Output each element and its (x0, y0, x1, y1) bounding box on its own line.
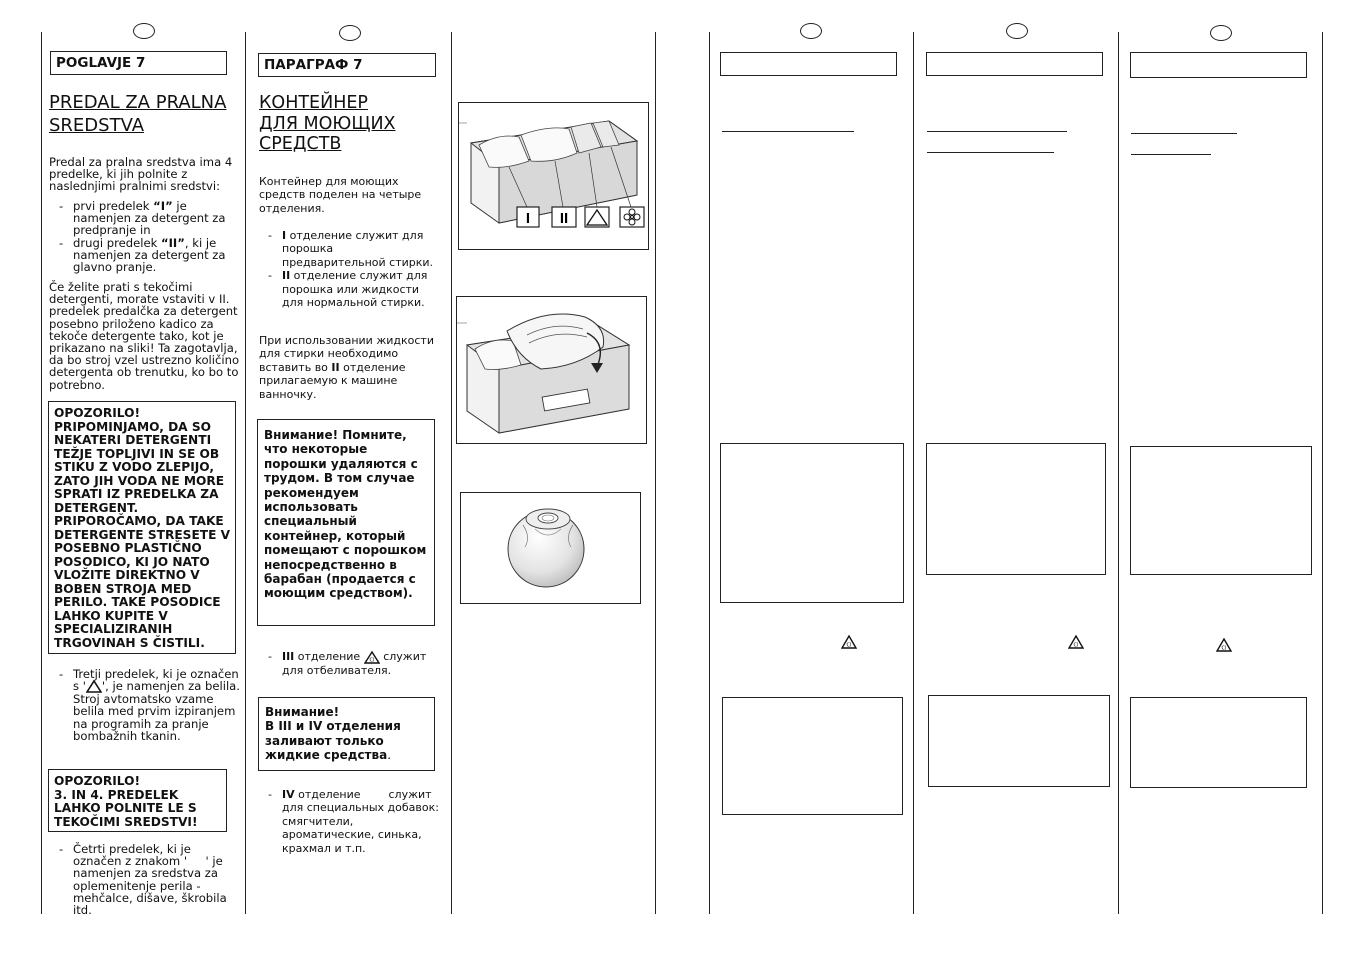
title-underline (1131, 133, 1237, 134)
intro-paragraph: Контейнер для моющих средств поделен на четыре отделения. (259, 175, 422, 215)
svg-text:Cl: Cl (369, 657, 375, 663)
title-line: СРЕДСТВ (259, 134, 342, 154)
language-oval-icon (1006, 23, 1028, 39)
compartment-list (49, 668, 241, 742)
list-item: - Četrti predelek, ki je označen z znakom ' ' je namenjen za sredstva za oplemenitenje perila - mehčalce, dišave, škrobila itd. (49, 843, 242, 916)
title-line: SREDSTVA (49, 115, 145, 136)
column-rule (451, 32, 452, 914)
warning-box: OPOZORILO! 3. IN 4. PREDELEK LAHKO POLNITE LE S TEKOČIMI SREDSTVI! (48, 769, 227, 832)
title-underline (927, 131, 1067, 132)
title-line: КОНТЕЙНЕР (259, 93, 368, 113)
language-oval-icon (1210, 25, 1232, 41)
compartment-list (49, 843, 242, 916)
compartment-list (258, 229, 440, 309)
chapter-header (50, 51, 227, 75)
list-item: - II отделение служит для порошка или жидкости для нормальной стирки. (258, 269, 440, 309)
list-item: - III отделение Cl служит для отбеливателя. (258, 650, 440, 677)
column-rule (913, 32, 914, 914)
dispenser-drawer-illustration (458, 102, 649, 250)
column-rule (1118, 32, 1119, 914)
svg-text:Cl: Cl (846, 642, 852, 649)
warning-box (928, 695, 1110, 787)
warning-box (926, 443, 1106, 575)
liquid-paragraph: Če želite prati s tekočimi detergenti, morate vstaviti v II. predelek predalčka za detergent posebno priloženo kadico za tekoče detergente tako, kot je prikazano na sliki! Ta zagotavlja, da bo stroj vzel ustrezno količino detergenta ob trenutku, ko bo to potrebno. (49, 280, 240, 392)
bleach-triangle-icon (841, 635, 857, 649)
dispenser-insert-illustration (456, 296, 647, 444)
compartment-label-II: II (559, 210, 569, 227)
compartment-list (258, 650, 440, 677)
warning-box (1130, 697, 1307, 788)
intro-paragraph: Predal za pralna sredstva ima 4 predelke, ki jih polnite z naslednjimi pralnimi sredstvi: (49, 155, 233, 194)
column-rule (245, 32, 246, 914)
list-item: - Tretji predelek, ki je označen s ' ', je namenjen za belila. Stroj avtomatsko vzame belila med prvim izpiranjem na programih za pranje bombažnih tkanin. (49, 668, 241, 742)
chapter-header-text: POGLAVJE 7 (56, 55, 146, 71)
warning-box: OPOZORILO! PRIPOMINJAMO, DA SO NEKATERI DETERGENTI TEŽJE TOPLJIVI IN SE OB STIKU Z VODO ZLEPIJO, ZATO JIH VODA NE MORE SPRATI IZ PREDELKA ZA DETERGENT. PRIPOROČAMO, DA TAKE DETERGENTE STRESETE V POSEBNO PLASTIČNO POSODICO, KI JO NATO VLOŽITE DIREKTNO V BOBEN STROJA MED PERILO. TAKE POSODICE LAHKO KUPITE V SPECIALIZIRANIH TRGOVINAH S ČISTILI. (48, 401, 236, 654)
header-box (1130, 52, 1307, 78)
column-rule (41, 32, 42, 914)
language-oval-icon (133, 23, 155, 39)
language-oval-icon (800, 23, 822, 39)
list-item: - prvi predelek “I” je namenjen za detergent za predpranje in (49, 200, 241, 237)
column-rule (709, 32, 710, 914)
compartment-label-I: I (525, 210, 531, 227)
title-line: ДЛЯ МОЮЩИХ (259, 113, 396, 134)
page-title (259, 93, 449, 155)
compartment-list (258, 788, 440, 855)
header-box (926, 52, 1103, 76)
title-underline (1131, 154, 1211, 155)
chapter-header (258, 53, 436, 77)
title-line: PREDAL ZA PRALNA (49, 92, 227, 113)
svg-text:Cl: Cl (1073, 642, 1079, 649)
language-oval-icon (339, 25, 361, 41)
chapter-header-text: ПАРАГРАФ 7 (264, 57, 363, 73)
list-item: - I отделение служит для порошка предварительной стирки. (258, 229, 440, 269)
warning-box (720, 443, 904, 603)
header-box (720, 52, 897, 76)
title-underline (722, 131, 854, 132)
warning-box (1130, 446, 1312, 575)
list-item: - IV отделение служит для специальных добавок: смягчители, ароматические, синька, крахмал и т.п. (258, 788, 440, 855)
bleach-triangle-icon (1216, 638, 1232, 652)
dispenser-ball-illustration (460, 492, 641, 604)
column-rule (655, 32, 656, 914)
warning-box: Внимание! В III и IV отделения заливают только жидкие средства. (258, 697, 435, 771)
page-title (49, 91, 245, 137)
svg-text:Cl: Cl (1221, 645, 1227, 652)
compartment-list (49, 200, 241, 273)
column-rule (1322, 32, 1323, 914)
liquid-paragraph: При использовании жидкости для стирки необходимо вставить во II отделение прилагаемую к машине ванночку. (259, 334, 434, 401)
list-item: - drugi predelek “II”, ki je namenjen za detergent za glavno pranje. (49, 237, 241, 274)
bleach-triangle-icon (364, 651, 380, 664)
bleach-triangle-icon (1068, 635, 1084, 649)
title-underline (927, 152, 1054, 153)
warning-box: Внимание! Помните, что некоторые порошки удаляются с трудом. В том случае рекомендуем использовать специальный контейнер, который помещают с порошком непосредственно в барабан (продается с моющим средством). (257, 419, 435, 626)
warning-box (722, 697, 903, 815)
